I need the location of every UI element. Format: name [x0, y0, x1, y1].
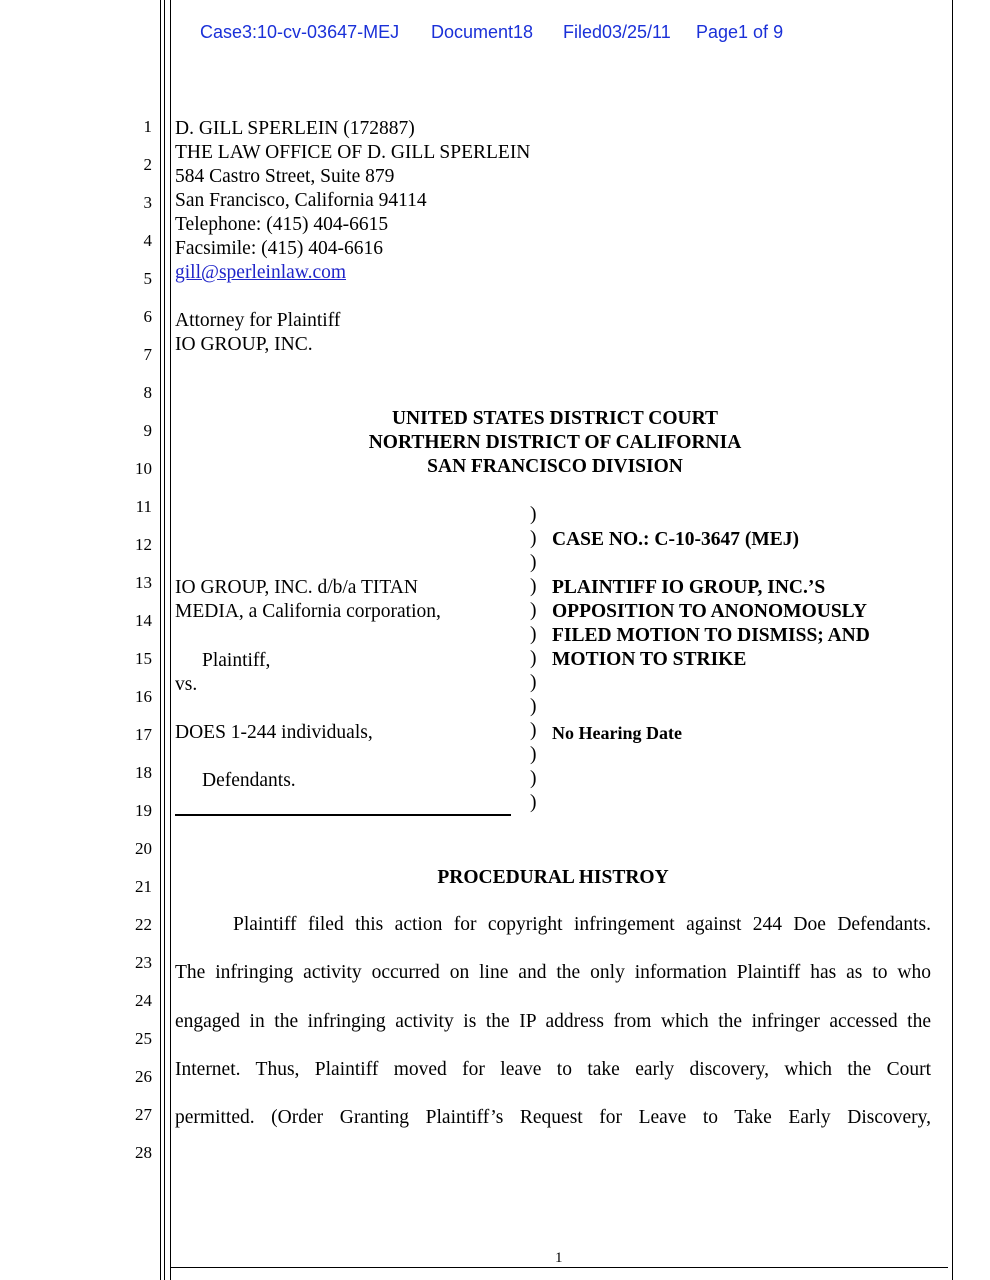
line-number: 27: [135, 1105, 152, 1124]
line-number: 10: [135, 459, 152, 478]
document-title-line: PLAINTIFF IO GROUP, INC.’S: [552, 577, 826, 598]
line-number: 9: [143, 421, 152, 440]
client-name: IO GROUP, INC.: [175, 334, 313, 355]
city-state-zip: San Francisco, California 94114: [175, 190, 427, 211]
section-heading: PROCEDURAL HISTROY: [437, 867, 669, 888]
page-number: 1: [555, 1250, 563, 1266]
caption-paren: ): [530, 792, 537, 813]
court-district: NORTHERN DISTRICT OF CALIFORNIA: [368, 432, 742, 453]
line-number: 16: [135, 687, 152, 706]
line-number: 25: [135, 1029, 152, 1048]
telephone: Telephone: (415) 404-6615: [175, 214, 389, 235]
attorney-block: [175, 117, 530, 357]
plaintiff-name-line: MEDIA, a California corporation,: [175, 601, 441, 622]
document-title-line: FILED MOTION TO DISMISS; AND: [552, 625, 870, 646]
caption-underline: [175, 814, 511, 816]
line-number: 23: [135, 953, 152, 972]
caption-paren: ): [530, 528, 537, 549]
line-number: 12: [135, 535, 152, 554]
caption-paren: ): [530, 648, 537, 669]
court-division: SAN FRANCISCO DIVISION: [427, 456, 683, 477]
body-line: engaged in the infringing activity is the IP address from which the infringer accessed the: [175, 1011, 931, 1032]
party-plaintiff: [175, 576, 441, 624]
line-number: 6: [143, 307, 152, 326]
hearing-date-note: No Hearing Date: [552, 723, 682, 743]
footer-rule: [170, 1267, 948, 1268]
body-line: Plaintiff filed this action for copyright infringement against 244 Doe Defendants.: [233, 914, 931, 935]
body-line: permitted. (Order Granting Plaintiff’s Request for Leave to Take Early Discovery,: [175, 1107, 931, 1128]
ecf-case-number: Case3:10-cv-03647-MEJ: [200, 22, 400, 42]
court-name: UNITED STATES DISTRICT COURT: [391, 408, 719, 429]
line-number: 3: [143, 193, 152, 212]
email-link[interactable]: gill@sperleinlaw.com: [175, 262, 347, 283]
line-number: 17: [135, 725, 152, 744]
left-margin-rule-content: [170, 0, 171, 1280]
line-number: 24: [135, 991, 152, 1010]
line-number: 1: [143, 117, 152, 136]
caption-paren: ): [530, 552, 537, 573]
street-address: 584 Castro Street, Suite 879: [175, 166, 395, 187]
court-name-block: [175, 407, 935, 479]
line-number: 28: [135, 1143, 152, 1162]
caption-paren: ): [530, 720, 537, 741]
line-number: 20: [135, 839, 152, 858]
attorney-role: Attorney for Plaintiff: [175, 310, 341, 331]
body-line: Internet. Thus, Plaintiff moved for leave to take early discovery, which the Court: [175, 1059, 931, 1080]
body-line: The infringing activity occurred on line and the only information Plaintiff has as to who: [175, 962, 931, 983]
caption-paren: ): [530, 744, 537, 765]
line-number: 13: [135, 573, 152, 592]
defendant-name: DOES 1-244 individuals,: [175, 722, 373, 743]
line-number: 7: [143, 345, 152, 364]
line-number: 4: [143, 231, 152, 250]
line-number: 8: [143, 383, 152, 402]
facsimile: Facsimile: (415) 404-6616: [175, 238, 383, 259]
document-title-line: OPPOSITION TO ANONOMOUSLY: [552, 601, 867, 622]
line-number: 18: [135, 763, 152, 782]
case-number: CASE NO.: C-10-3647 (MEJ): [552, 529, 799, 550]
line-number: 2: [143, 155, 152, 174]
line-number: 21: [135, 877, 152, 896]
document-title-line: MOTION TO STRIKE: [552, 649, 747, 670]
caption-paren: ): [530, 624, 537, 645]
law-firm-name: THE LAW OFFICE OF D. GILL SPERLEIN: [175, 142, 531, 163]
line-number: 19: [135, 801, 152, 820]
caption-paren: ): [530, 576, 537, 597]
ecf-page-count: Page1 of 9: [696, 22, 784, 42]
caption-paren: ): [530, 672, 537, 693]
versus: vs.: [175, 674, 198, 695]
left-margin-rule-outer: [160, 0, 161, 1280]
caption-paren: ): [530, 504, 537, 525]
plaintiff-name-line: IO GROUP, INC. d/b/a TITAN: [175, 577, 418, 598]
caption-paren: ): [530, 696, 537, 717]
line-number: 14: [135, 611, 152, 630]
line-number: 11: [135, 497, 152, 516]
attorney-name: D. GILL SPERLEIN (172887): [175, 118, 415, 139]
document-title: [552, 576, 870, 672]
caption-paren: ): [530, 768, 537, 789]
right-margin-rule: [952, 0, 953, 1280]
line-number: 22: [135, 915, 152, 934]
left-margin-rule-inner: [164, 0, 165, 1280]
line-number: 15: [135, 649, 152, 668]
plaintiff-label: Plaintiff,: [202, 650, 271, 671]
line-number: 26: [135, 1067, 152, 1086]
defendant-label: Defendants.: [202, 770, 296, 791]
ecf-document-number: Document18: [431, 22, 534, 42]
caption-paren: ): [530, 600, 537, 621]
line-number: 5: [143, 269, 152, 288]
ecf-filed-date: Filed03/25/11: [563, 22, 671, 42]
